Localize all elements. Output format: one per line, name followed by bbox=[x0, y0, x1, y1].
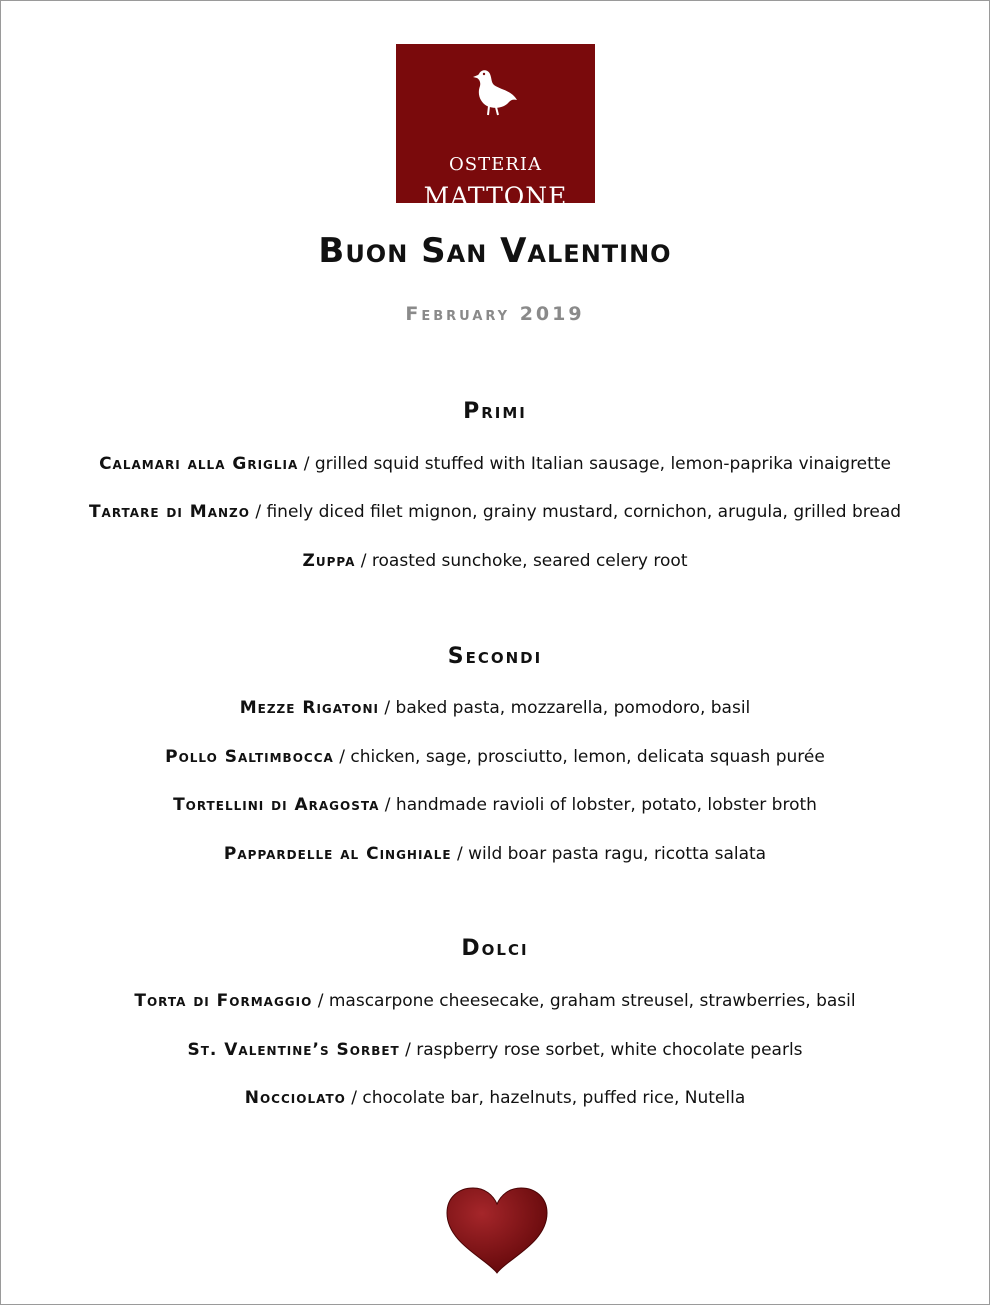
menu-title: Buon San Valentino bbox=[318, 231, 672, 271]
menu-item bbox=[1, 843, 989, 865]
section-heading-secondi: Secondi bbox=[447, 644, 543, 669]
menu-item bbox=[1, 501, 989, 523]
dish-description: / chocolate bar, hazelnuts, puffed rice, Nutella bbox=[345, 1088, 746, 1108]
menu-item bbox=[1, 1087, 989, 1109]
menu-item bbox=[1, 453, 989, 475]
dish-name: Zuppa bbox=[302, 551, 356, 571]
menu-item bbox=[1, 1039, 989, 1061]
dish-name: St. Valentine’s Sorbet bbox=[187, 1040, 400, 1060]
dish-description: / chicken, sage, prosciutto, lemon, delicata squash purée bbox=[333, 747, 825, 767]
dish-name: Mezze Rigatoni bbox=[239, 698, 380, 718]
dish-name: Tortellini di Aragosta bbox=[173, 795, 380, 815]
logo-line-2: MATTONE bbox=[423, 182, 568, 211]
restaurant-logo bbox=[396, 44, 595, 211]
dish-name: Torta di Formaggio bbox=[134, 991, 313, 1011]
dish-name: Pappardelle al Cinghiale bbox=[223, 844, 452, 864]
dish-description: / roasted sunchoke, seared celery root bbox=[355, 551, 688, 571]
heart-icon bbox=[443, 1187, 551, 1275]
menu-item bbox=[1, 550, 989, 572]
partridge-icon bbox=[469, 66, 521, 116]
dish-description: / grilled squid stuffed with Italian sausage, lemon-paprika vinaigrette bbox=[298, 454, 891, 474]
dish-name: Tartare di Manzo bbox=[88, 502, 250, 522]
dish-name: Pollo Saltimbocca bbox=[165, 747, 334, 767]
dish-name: Calamari alla Griglia bbox=[99, 454, 299, 474]
logo-line-1: OSTERIA bbox=[449, 154, 542, 175]
dish-description: / raspberry rose sorbet, white chocolate pearls bbox=[399, 1040, 803, 1060]
dish-description: / finely diced filet mignon, grainy mustard, cornichon, arugula, grilled bread bbox=[249, 502, 902, 522]
dish-description: / mascarpone cheesecake, graham streusel, strawberries, basil bbox=[312, 991, 856, 1011]
menu-date: February 2019 bbox=[405, 303, 585, 325]
dish-description: / baked pasta, mozzarella, pomodoro, basil bbox=[379, 698, 751, 718]
menu-item bbox=[1, 990, 989, 1012]
section-heading-primi: Primi bbox=[463, 399, 527, 424]
menu-item bbox=[1, 697, 989, 719]
section-heading-dolci: Dolci bbox=[461, 936, 529, 961]
menu-item bbox=[1, 746, 989, 768]
menu-item bbox=[1, 794, 989, 816]
dish-description: / wild boar pasta ragu, ricotta salata bbox=[451, 844, 767, 864]
dish-name: Nocciolato bbox=[244, 1088, 346, 1108]
dish-description: / handmade ravioli of lobster, potato, lobster broth bbox=[379, 795, 817, 815]
